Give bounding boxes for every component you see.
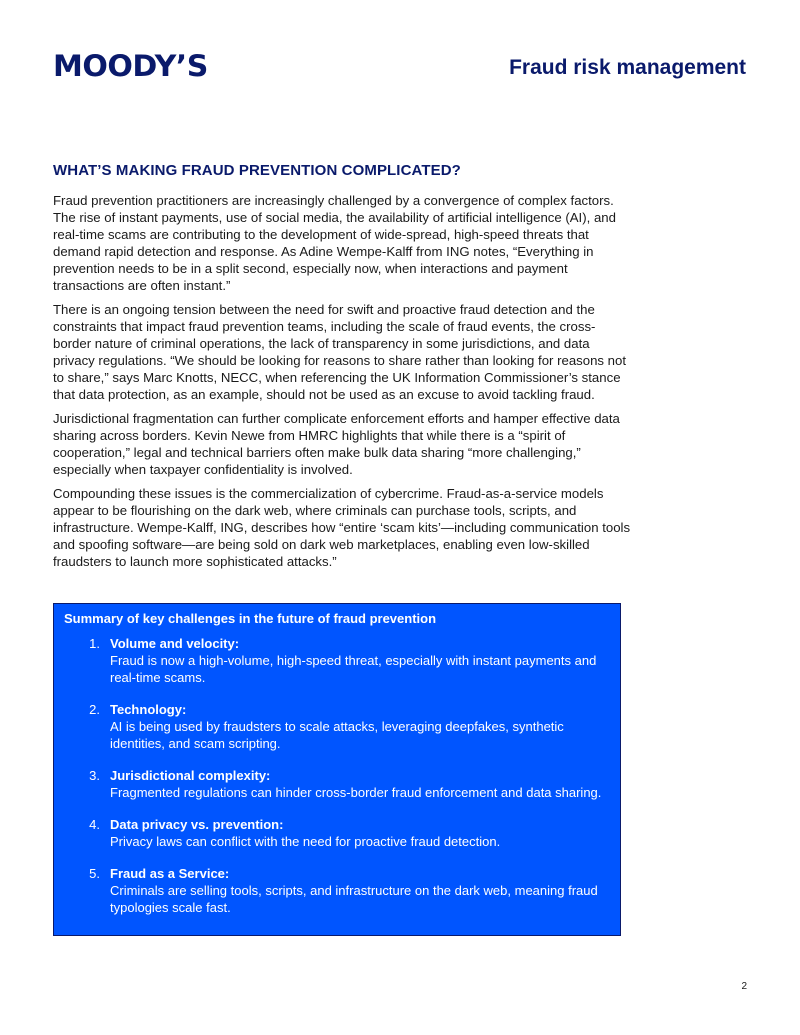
item-heading: Data privacy vs. prevention: xyxy=(110,817,284,832)
item-heading: Volume and velocity: xyxy=(110,636,240,651)
item-body xyxy=(110,865,610,916)
document-title: Fraud risk management xyxy=(509,56,746,79)
list-item xyxy=(64,701,610,752)
item-body xyxy=(110,767,610,801)
list-item xyxy=(64,865,610,916)
paragraph-4: Compounding these issues is the commercialization of cybercrime. Fraud-as-a-service models appear to be flourishing on the dark web, where criminals can purchase tools, scripts, and infrastructure. Wempe-Kalff, ING, describes how “entire ‘scam kits’—including communication tools and spoofing software—are being sold on dark web marketplaces, enabling even low-skilled fraudsters to launch more sophisticated attacks.” xyxy=(53,486,631,569)
paragraph-2: There is an ongoing tension between the need for swift and proactive fraud detection and the constraints that impact fraud prevention teams, including the scale of fraud events, the cross-border nature of criminal operations, the lack of transparency in some jurisdictions, and data privacy regulations. “We should be looking for reasons to share rather than looking for reasons not to share,” says Marc Knotts, NECC, when referencing the UK Information Commissioner’s stance that data protection, as an example, should not be used as an excuse to avoid tackling fraud. xyxy=(53,302,626,402)
moodys-logo: MOODY’S xyxy=(53,49,208,84)
item-number: 3. xyxy=(89,768,100,783)
item-heading: Jurisdictional complexity: xyxy=(110,768,271,783)
item-number: 2. xyxy=(89,702,100,717)
item-heading: Technology: xyxy=(110,702,187,717)
paragraph-1: Fraud prevention practitioners are increasingly challenged by a convergence of complex factors. The rise of instant payments, use of social media, the availability of artificial intelligence (AI), and real-time scams are contributing to the development of wide-spread, high-speed threats that demand rapid detection and response. As Adine Wempe-Kalff from ING notes, “Everything in prevention needs to be in a split second, especially now, when interactions and payment transactions are often instant.” xyxy=(53,193,616,293)
item-text: Privacy laws can conflict with the need for proactive fraud detection. xyxy=(110,834,501,849)
list-item xyxy=(64,767,610,801)
item-heading: Fraud as a Service: xyxy=(110,866,230,881)
summary-list xyxy=(64,635,610,916)
paragraph-3: Jurisdictional fragmentation can further complicate enforcement efforts and hamper effective data sharing across borders. Kevin Newe from HMRC highlights that while there is a “spirit of cooperation,” legal and technical barriers often make bulk data sharing “more challenging,” especially when taxpayer confidentiality is involved. xyxy=(53,411,620,477)
item-text: Criminals are selling tools, scripts, and infrastructure on the dark web, meaning fraud typologies scale fast. xyxy=(110,883,598,915)
item-body xyxy=(110,635,610,686)
item-text: Fraud is now a high-volume, high-speed threat, especially with instant payments and real-time scams. xyxy=(110,653,597,685)
item-body xyxy=(110,701,610,752)
item-number: 1. xyxy=(89,636,100,651)
item-text: Fragmented regulations can hinder cross-border fraud enforcement and data sharing. xyxy=(110,785,602,800)
item-text: AI is being used by fraudsters to scale attacks, leveraging deepfakes, synthetic identities, and scam scripting. xyxy=(110,719,564,751)
summary-box xyxy=(53,603,621,936)
list-item xyxy=(64,635,610,686)
item-number: 4. xyxy=(89,817,100,832)
main-content xyxy=(53,162,631,577)
section-heading: WHAT’S MAKING FRAUD PREVENTION COMPLICATED? xyxy=(53,162,461,179)
list-item xyxy=(64,816,610,850)
page-number: 2 xyxy=(741,981,747,992)
item-body xyxy=(110,816,610,850)
summary-title: Summary of key challenges in the future of fraud prevention xyxy=(64,611,437,626)
item-number: 5. xyxy=(89,866,100,881)
